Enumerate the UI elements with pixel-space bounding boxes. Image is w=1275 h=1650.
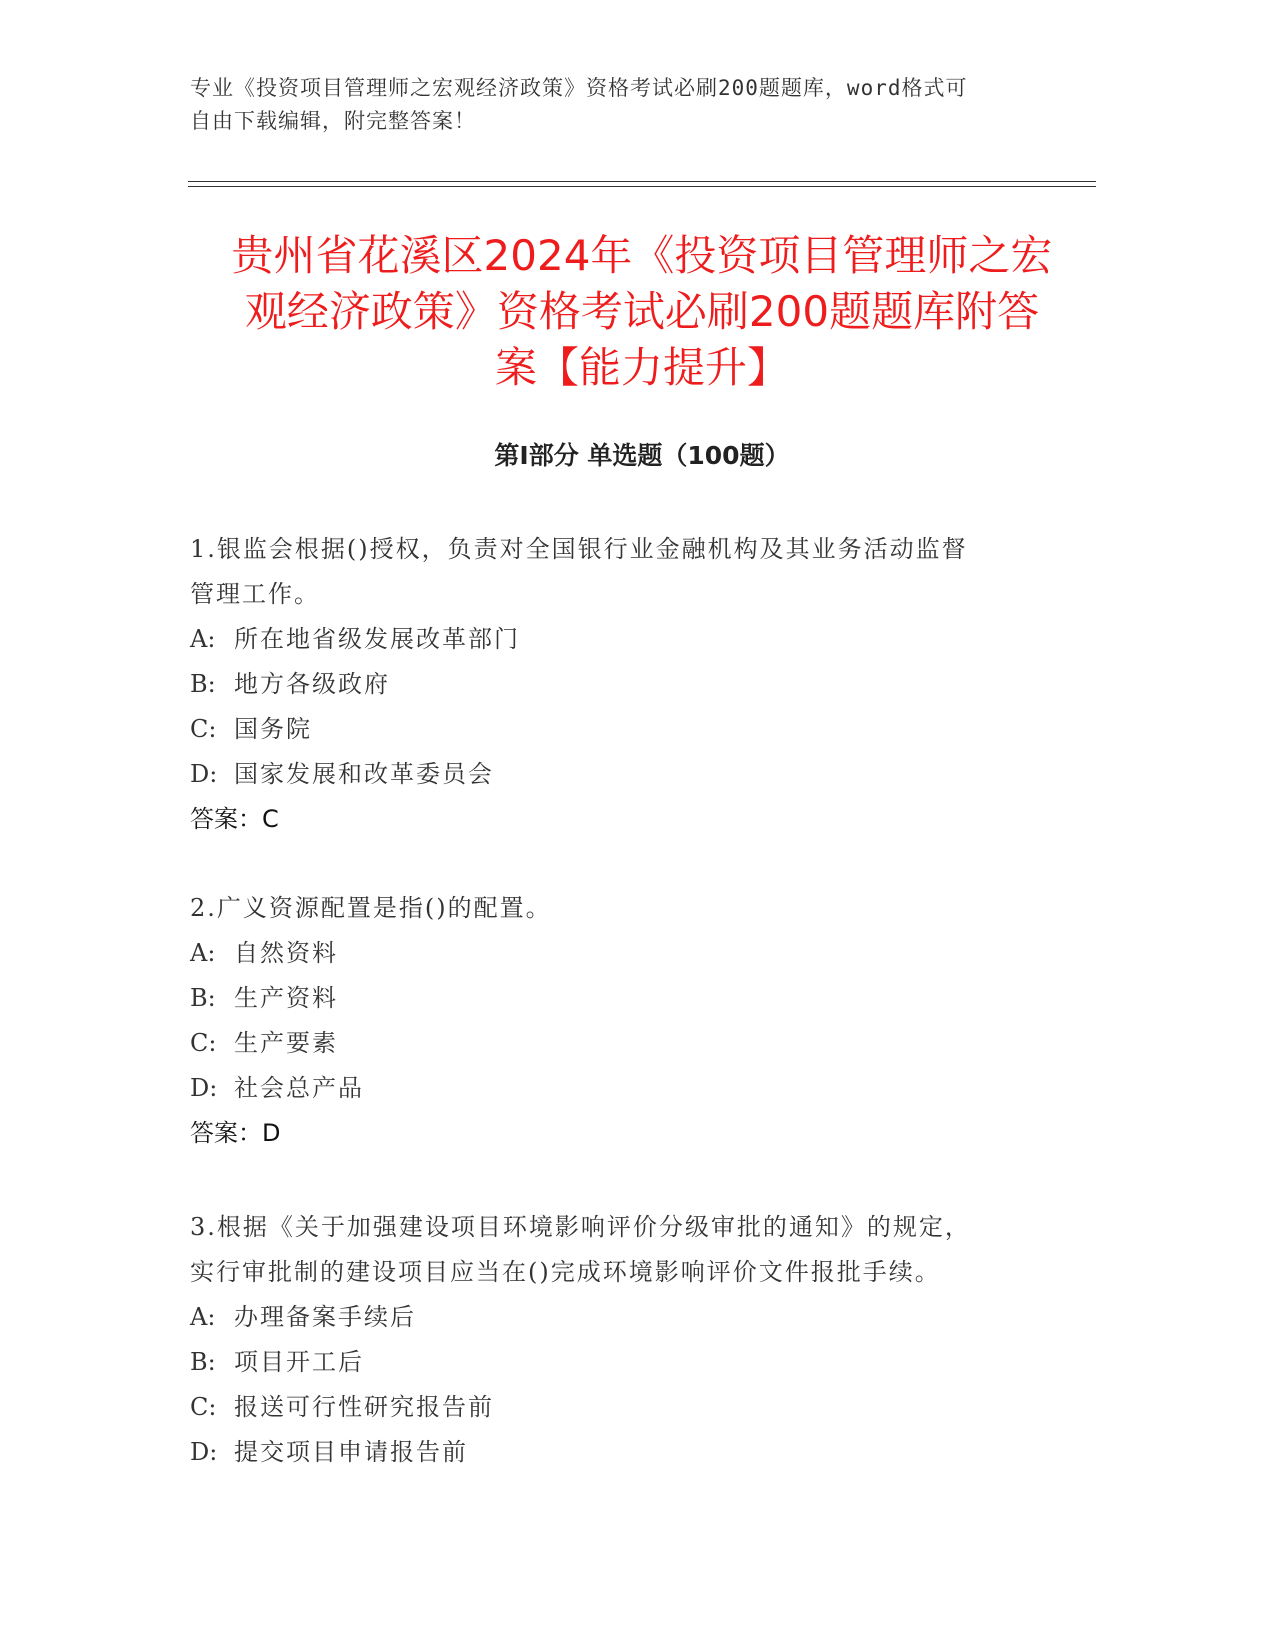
header-note (190, 72, 1090, 138)
section-heading: 第Ⅰ部分 单选题（100题） (494, 441, 790, 470)
option-text: 自然资料 (234, 939, 338, 967)
document-title-line: 案【能力提升】 (494, 343, 789, 392)
header-divider (188, 186, 1096, 187)
option-key: C: (190, 715, 217, 743)
option-key: D: (190, 1438, 218, 1466)
document-title (188, 228, 1096, 396)
question-3 (190, 1205, 1090, 1475)
question-2 (190, 886, 1090, 1156)
question-stem: 实行审批制的建设项目应当在()完成环境影响评价文件报批手续。 (190, 1258, 941, 1286)
header-divider (188, 181, 1096, 182)
option-c (190, 1385, 1090, 1430)
option-text: 国家发展和改革委员会 (234, 760, 494, 788)
option-b (190, 1340, 1090, 1385)
option-key: C: (190, 1393, 217, 1421)
answer: 答案：D (190, 1119, 281, 1147)
option-key: B: (190, 984, 216, 1012)
option-key: C: (190, 1029, 217, 1057)
option-key: A: (190, 625, 216, 653)
option-d (190, 1066, 1090, 1111)
header-note-line: 自由下载编辑，附完整答案！ (190, 109, 476, 133)
question-stem: 管理工作。 (190, 580, 320, 608)
option-key: D: (190, 1074, 218, 1102)
option-d (190, 1430, 1090, 1475)
option-text: 所在地省级发展改革部门 (234, 625, 520, 653)
option-b (190, 662, 1090, 707)
option-text: 提交项目申请报告前 (234, 1438, 468, 1466)
question-stem: 1.银监会根据()授权，负责对全国银行业金融机构及其业务活动监督 (190, 535, 968, 563)
option-text: 国务院 (234, 715, 312, 743)
option-text: 社会总产品 (234, 1074, 364, 1102)
option-d (190, 752, 1090, 797)
option-a (190, 1295, 1090, 1340)
option-a (190, 931, 1090, 976)
option-a (190, 617, 1090, 662)
option-text: 项目开工后 (234, 1348, 364, 1376)
option-key: B: (190, 670, 216, 698)
question-stem: 2.广义资源配置是指()的配置。 (190, 894, 552, 922)
option-key: D: (190, 760, 218, 788)
option-c (190, 707, 1090, 752)
option-key: A: (190, 939, 216, 967)
document-title-line: 贵州省花溪区2024年《投资项目管理师之宏 (231, 231, 1053, 280)
option-c (190, 1021, 1090, 1066)
answer: 答案：C (190, 805, 279, 833)
question-1 (190, 527, 1090, 842)
option-text: 办理备案手续后 (234, 1303, 416, 1331)
question-stem: 3.根据《关于加强建设项目环境影响评价分级审批的通知》的规定， (190, 1213, 971, 1241)
header-note-line: 专业《投资项目管理师之宏观经济政策》资格考试必刷200题题库，word格式可 (190, 76, 968, 100)
option-key: B: (190, 1348, 216, 1376)
document-title-line: 观经济政策》资格考试必刷200题题库附答 (244, 287, 1040, 336)
option-text: 地方各级政府 (234, 670, 390, 698)
option-text: 生产资料 (234, 984, 338, 1012)
option-text: 生产要素 (234, 1029, 338, 1057)
option-key: A: (190, 1303, 216, 1331)
option-text: 报送可行性研究报告前 (234, 1393, 494, 1421)
option-b (190, 976, 1090, 1021)
